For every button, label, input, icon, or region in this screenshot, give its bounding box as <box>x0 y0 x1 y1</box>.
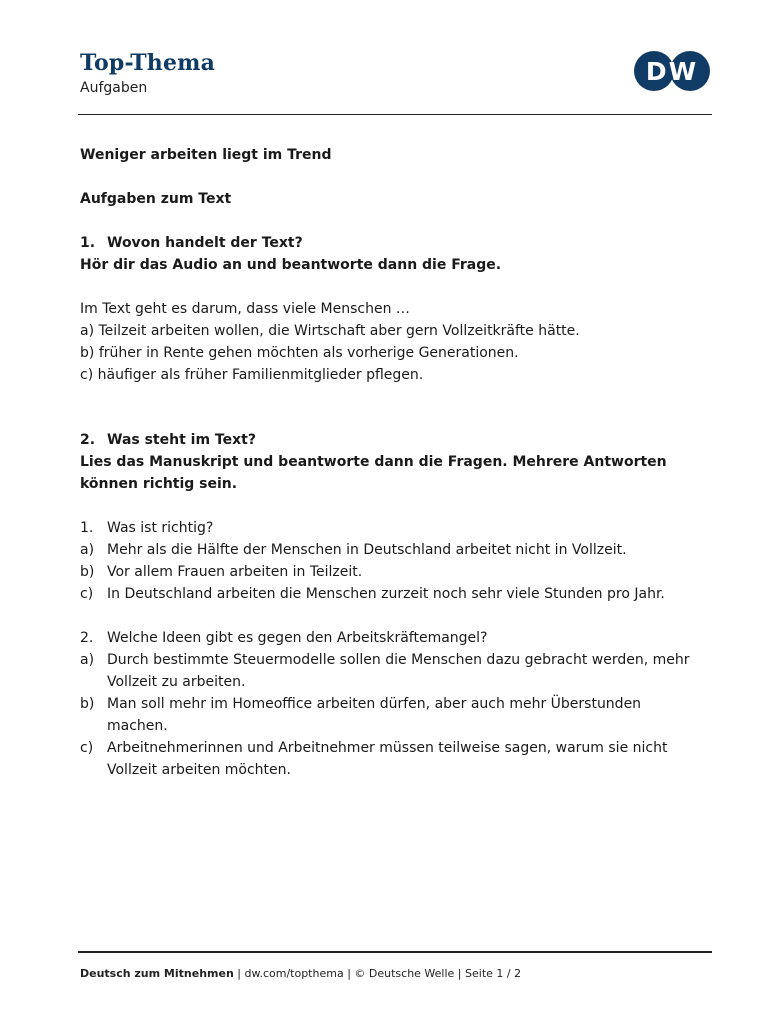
question1-number: 1. <box>80 520 94 536</box>
q2-option-c-line1: Arbeitnehmerinnen und Arbeitnehmer müssen teilweise sagen, warum sie nicht <box>107 740 668 756</box>
question1-text: Was ist richtig? <box>107 520 214 536</box>
dw-logo <box>632 49 712 93</box>
task1-option-a <box>80 320 580 342</box>
q1-option-a-letter: a) <box>80 542 95 558</box>
task1-instruction: Hör dir das Audio an und beantworte dann die Frage. <box>80 257 502 273</box>
logo-text: DW <box>645 57 699 86</box>
q2-option-c-letter: c) <box>80 740 94 756</box>
option-letter: a) <box>80 323 95 339</box>
task2-heading: Was steht im Text? <box>107 432 256 448</box>
q2-option-a-line2: Vollzeit zu arbeiten. <box>107 674 246 690</box>
document-title: Weniger arbeiten liegt im Trend <box>80 147 332 163</box>
task1-stem: Im Text geht es darum, dass viele Menschen … <box>80 301 410 317</box>
task2-instruction-line1: Lies das Manuskript und beantworte dann die Fragen. Mehrere Antworten <box>80 454 667 470</box>
page-title: Top-Thema <box>80 50 216 76</box>
footer-info: | dw.com/topthema | © Deutsche Welle | Seite 1 / 2 <box>233 967 522 980</box>
task1-heading: Wovon handelt der Text? <box>107 235 303 251</box>
q1-option-c-letter: c) <box>80 586 94 602</box>
q2-option-c-line2: Vollzeit arbeiten möchten. <box>107 762 291 778</box>
q1-option-c-text: In Deutschland arbeiten die Menschen zurzeit noch sehr viele Stunden pro Jahr. <box>107 586 665 602</box>
task2-instruction-line2: können richtig sein. <box>80 476 238 492</box>
option-text: früher in Rente gehen möchten als vorherige Generationen. <box>98 345 519 361</box>
q2-option-b-line2: machen. <box>107 718 168 734</box>
task1-option-b <box>80 342 519 364</box>
task2-number: 2. <box>80 432 96 448</box>
question2-text: Welche Ideen gibt es gegen den Arbeitskräftemangel? <box>107 630 488 646</box>
page-subtitle: Aufgaben <box>80 80 148 96</box>
q2-option-a-line1: Durch bestimmte Steuermodelle sollen die Menschen dazu gebracht werden, mehr <box>107 652 690 668</box>
q1-option-b-text: Vor allem Frauen arbeiten in Teilzeit. <box>107 564 363 580</box>
option-text: Teilzeit arbeiten wollen, die Wirtschaft aber gern Vollzeitkräfte hätte. <box>98 323 580 339</box>
task1-option-c <box>80 364 423 386</box>
footer <box>80 967 521 980</box>
q1-option-a-text: Mehr als die Hälfte der Menschen in Deutschland arbeitet nicht in Vollzeit. <box>107 542 627 558</box>
q2-option-b-line1: Man soll mehr im Homeoffice arbeiten dürfen, aber auch mehr Überstunden <box>107 696 642 712</box>
option-text: häufiger als früher Familienmitglieder pflegen. <box>97 367 424 383</box>
question2-number: 2. <box>80 630 94 646</box>
q2-option-b-letter: b) <box>80 696 95 712</box>
option-letter: b) <box>80 345 95 361</box>
section-heading: Aufgaben zum Text <box>80 191 232 207</box>
header-divider <box>78 114 712 115</box>
q2-option-a-letter: a) <box>80 652 95 668</box>
footer-divider <box>78 951 712 953</box>
option-letter: c) <box>80 367 94 383</box>
q1-option-b-letter: b) <box>80 564 95 580</box>
task1-number: 1. <box>80 235 96 251</box>
footer-brand: Deutsch zum Mitnehmen <box>80 967 234 980</box>
